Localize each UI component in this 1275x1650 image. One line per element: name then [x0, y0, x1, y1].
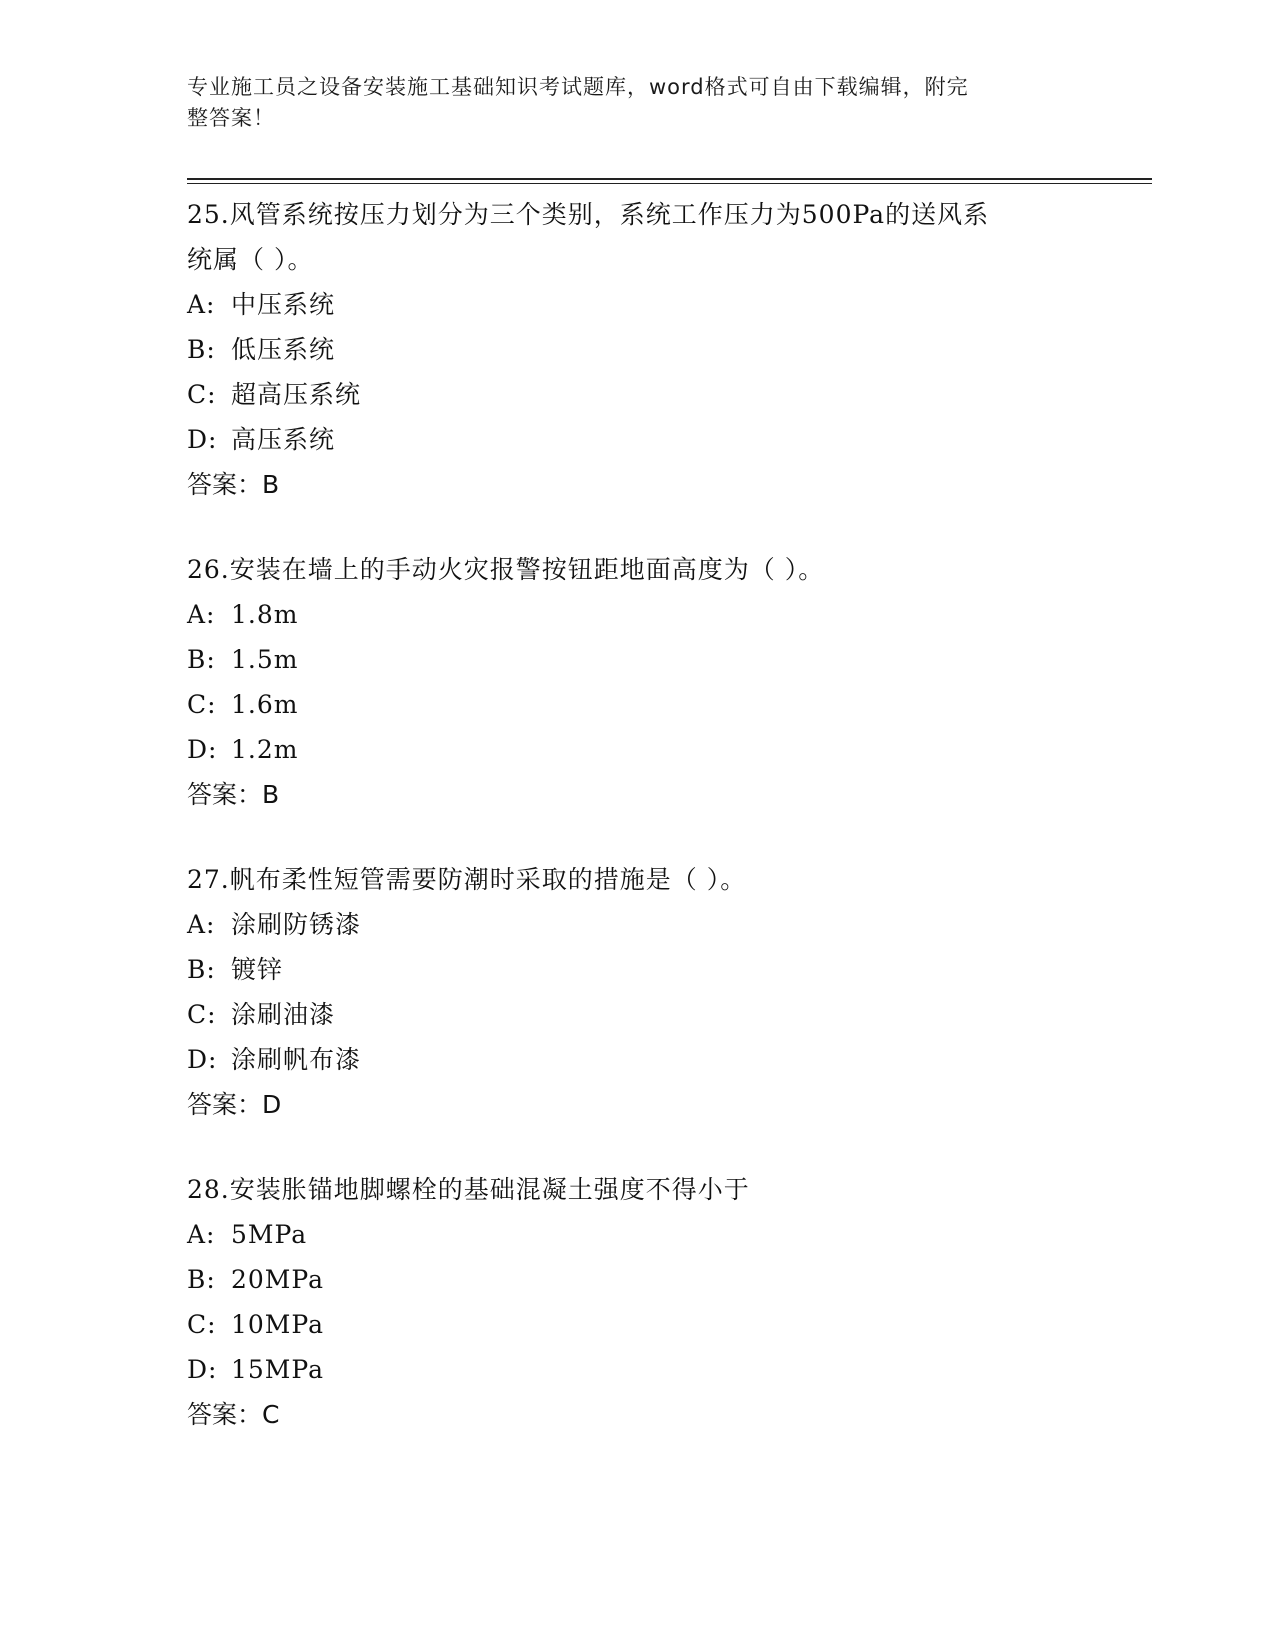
- option-key: D:: [187, 1045, 218, 1074]
- option-key: A:: [187, 1220, 216, 1249]
- option-key: B:: [187, 1265, 216, 1294]
- option-text: 15MPa: [231, 1355, 325, 1384]
- question-stem-continued: 统属（ ）。: [187, 245, 314, 274]
- header-line-2: 整答案！: [187, 106, 275, 130]
- option-b: [187, 947, 1087, 992]
- option-key: C:: [187, 380, 217, 409]
- question-stem: 26.安装在墙上的手动火灾报警按钮距地面高度为（ ）。: [187, 555, 825, 584]
- question-list: [187, 192, 1087, 1477]
- option-text: 涂刷帆布漆: [231, 1045, 362, 1074]
- option-c: [187, 1302, 1087, 1347]
- option-c: [187, 992, 1087, 1037]
- option-text: 高压系统: [231, 425, 336, 454]
- option-a: [187, 592, 1087, 637]
- option-key: A:: [187, 600, 216, 629]
- option-b: [187, 637, 1087, 682]
- question-28: [187, 1167, 1087, 1437]
- header-line-1: 专业施工员之设备安装施工基础知识考试题库，word格式可自由下载编辑，附完: [187, 75, 969, 99]
- option-key: A:: [187, 910, 216, 939]
- option-c: [187, 372, 1087, 417]
- option-text: 10MPa: [231, 1310, 325, 1339]
- option-text: 1.6m: [231, 690, 299, 719]
- option-text: 镀锌: [231, 955, 284, 984]
- option-key: B:: [187, 955, 216, 984]
- option-d: [187, 1347, 1087, 1392]
- option-key: B:: [187, 335, 216, 364]
- option-key: A:: [187, 290, 216, 319]
- question-25: [187, 192, 1087, 507]
- question-27: [187, 857, 1087, 1127]
- option-a: [187, 282, 1087, 327]
- option-key: C:: [187, 1000, 217, 1029]
- option-key: D:: [187, 1355, 218, 1384]
- header-divider-thin: [187, 183, 1152, 184]
- question-stem: 27.帆布柔性短管需要防潮时采取的措施是（ ）。: [187, 865, 747, 894]
- option-a: [187, 1212, 1087, 1257]
- answer-line: 答案：B: [187, 780, 280, 809]
- option-d: [187, 727, 1087, 772]
- option-b: [187, 327, 1087, 372]
- option-d: [187, 417, 1087, 462]
- option-key: C:: [187, 1310, 217, 1339]
- option-text: 涂刷油漆: [231, 1000, 336, 1029]
- option-text: 20MPa: [231, 1265, 325, 1294]
- option-text: 低压系统: [231, 335, 336, 364]
- answer-line: 答案：C: [187, 1400, 280, 1429]
- option-d: [187, 1037, 1087, 1082]
- option-text: 中压系统: [231, 290, 336, 319]
- question-26: [187, 547, 1087, 817]
- option-key: D:: [187, 425, 218, 454]
- document-header: [187, 72, 1067, 134]
- option-text: 超高压系统: [231, 380, 362, 409]
- option-key: B:: [187, 645, 216, 674]
- option-text: 5MPa: [231, 1220, 308, 1249]
- question-stem: 25.风管系统按压力划分为三个类别，系统工作压力为500Pa的送风系: [187, 200, 990, 229]
- option-a: [187, 902, 1087, 947]
- option-b: [187, 1257, 1087, 1302]
- question-stem: 28.安装胀锚地脚螺栓的基础混凝土强度不得小于: [187, 1175, 750, 1204]
- answer-line: 答案：B: [187, 470, 280, 499]
- option-text: 涂刷防锈漆: [231, 910, 362, 939]
- option-key: D:: [187, 735, 218, 764]
- option-c: [187, 682, 1087, 727]
- header-divider-thick: [187, 178, 1152, 180]
- option-text: 1.5m: [231, 645, 299, 674]
- option-key: C:: [187, 690, 217, 719]
- answer-line: 答案：D: [187, 1090, 282, 1119]
- option-text: 1.8m: [231, 600, 299, 629]
- option-text: 1.2m: [231, 735, 299, 764]
